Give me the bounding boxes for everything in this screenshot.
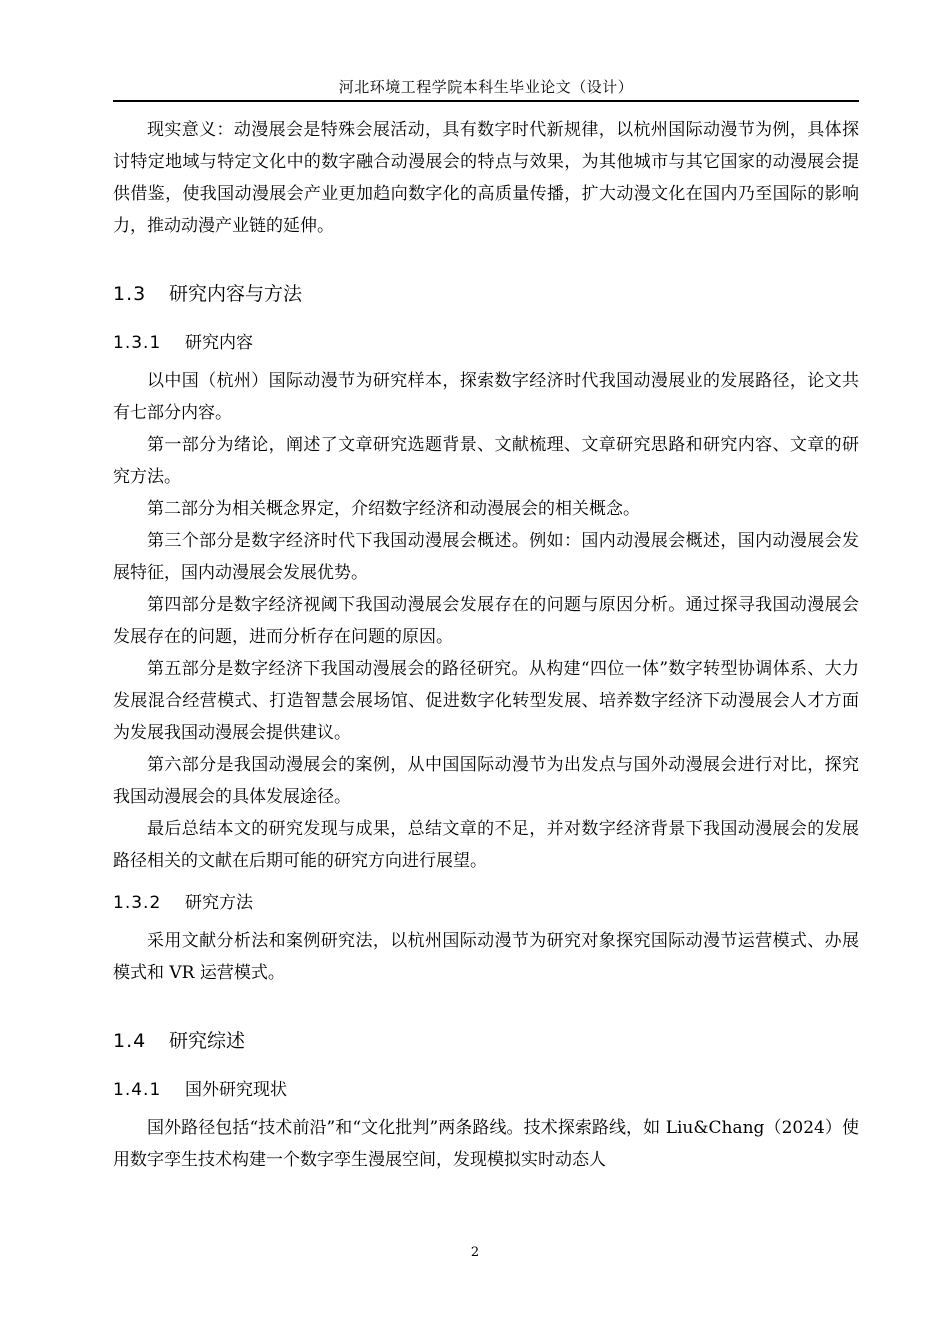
subsection-heading-1-3-2 <box>113 889 859 917</box>
body-paragraph: 以中国（杭州）国际动漫节为研究样本，探索数字经济时代我国动漫展业的发展路径，论文共有七部分内容。 <box>113 371 859 423</box>
body-paragraph: 第三个部分是数字经济时代下我国动漫展会概述。例如：国内动漫展会概述，国内动漫展会发展特征，国内动漫展会发展优势。 <box>113 531 859 583</box>
intro-paragraph: 现实意义：动漫展会是特殊会展活动，具有数字时代新规律，以杭州国际动漫节为例，具体探讨特定地域与特定文化中的数字融合动漫展会的特点与效果，为其他城市与其它国家的动漫展会提供借鉴，使我国动漫展会产业更加趋向数字化的高质量传播，扩大动漫文化在国内乃至国际的影响力，推动动漫产业链的延伸。 <box>113 120 859 236</box>
body-paragraph: 第四部分是数字经济视阈下我国动漫展会发展存在的问题与原因分析。通过探寻我国动漫展会发展存在的问题，进而分析存在问题的原因。 <box>113 595 859 647</box>
subsection-title: 研究方法 <box>185 893 253 913</box>
section-heading-1-3 <box>113 280 859 308</box>
section-number: 1.3 <box>113 283 147 305</box>
subsection-title: 国外研究现状 <box>185 1080 287 1100</box>
page-header: 河北环境工程学院本科生毕业论文（设计） <box>338 78 634 96</box>
body-paragraph: 最后总结本文的研究发现与成果，总结文章的不足，并对数字经济背景下我国动漫展会的发展路径相关的文献在后期可能的研究方向进行展望。 <box>113 819 859 871</box>
section-title: 研究内容与方法 <box>169 283 303 305</box>
subsection-heading-1-4-1 <box>113 1076 859 1104</box>
subsection-title: 研究内容 <box>185 333 253 353</box>
section-title: 研究综述 <box>169 1030 246 1052</box>
section-number: 1.4 <box>113 1030 147 1052</box>
subsection-number: 1.4.1 <box>113 1080 162 1100</box>
body-paragraph: 第一部分为绪论，阐述了文章研究选题背景、文献梳理、文章研究思路和研究内容、文章的研究方法。 <box>113 435 859 487</box>
page-number: 2 <box>470 1245 480 1260</box>
header-divider <box>113 100 859 102</box>
body-paragraph: 第二部分为相关概念界定，介绍数字经济和动漫展会的相关概念。 <box>147 499 640 519</box>
subsection-number: 1.3.2 <box>113 893 162 913</box>
body-paragraph: 第六部分是我国动漫展会的案例，从中国国际动漫节为出发点与国外动漫展会进行对比，探究我国动漫展会的具体发展途径。 <box>113 755 859 807</box>
body-paragraph: 第五部分是数字经济下我国动漫展会的路径研究。从构建“四位一体”数字转型协调体系、大力发展混合经营模式、打造智慧会展场馆、促进数字化转型发展、培养数字经济下动漫展会人才方面为发展我国动漫展会提供建议。 <box>113 659 859 743</box>
body-paragraph: 采用文献分析法和案例研究法，以杭州国际动漫节为研究对象探究国际动漫节运营模式、办展模式和 VR 运营模式。 <box>113 931 859 983</box>
section-heading-1-4 <box>113 1027 859 1055</box>
subsection-number: 1.3.1 <box>113 333 162 353</box>
subsection-heading-1-3-1 <box>113 329 859 357</box>
page-body <box>113 114 859 1176</box>
body-paragraph: 国外路径包括“技术前沿”和“文化批判”两条路线。技术探索路线，如 Liu&Chang（2024）使用数字孪生技术构建一个数字孪生漫展空间，发现模拟实时动态人 <box>113 1118 859 1170</box>
